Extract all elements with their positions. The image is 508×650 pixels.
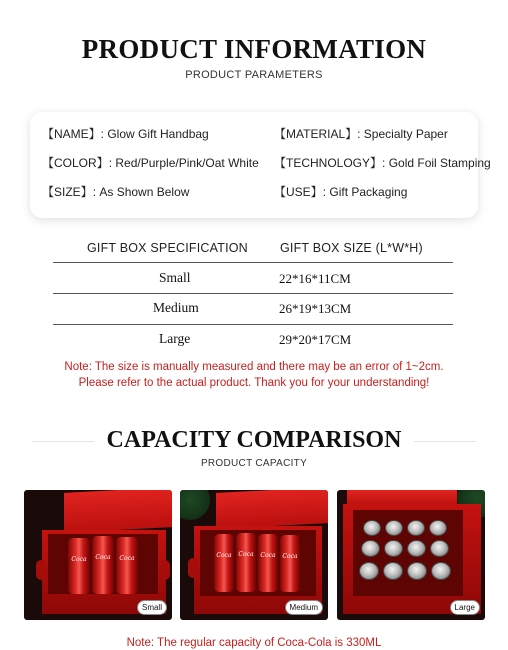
spec-row-small-size: 22*16*11CM	[279, 271, 351, 286]
can-top	[363, 520, 381, 536]
can-top	[383, 562, 403, 580]
box-lid	[64, 490, 172, 533]
box-handle	[36, 560, 46, 580]
soda-can: Coca	[92, 536, 114, 594]
capacity-photo-small	[24, 490, 172, 620]
can-top	[429, 520, 447, 536]
info-color-value: Red/Purple/Pink/Oat White	[115, 156, 259, 170]
table-divider	[53, 324, 453, 325]
can-top	[385, 520, 403, 536]
can-top	[431, 562, 451, 580]
table-divider	[53, 293, 453, 294]
can-top	[407, 540, 426, 557]
can-top	[430, 540, 449, 557]
info-use-label: 【USE】	[274, 185, 323, 199]
can-top	[407, 520, 425, 536]
product-info-card	[30, 112, 491, 218]
spec-row-large-size: 29*20*17CM	[279, 332, 352, 347]
capacity-photo-large	[337, 490, 485, 620]
box-handle	[160, 560, 170, 580]
soda-can: Coca	[280, 535, 300, 592]
info-color: 【COLOR】: Red/Purple/Pink/Oat White	[42, 156, 259, 170]
capacity-tag-medium: Medium	[285, 600, 323, 615]
size-note-line-2: Please refer to the actual product. Thank you for your understanding!	[78, 377, 430, 389]
capacity-note: Note: The regular capacity of Coca-Cola is 330ML	[126, 637, 382, 649]
info-size-label: 【SIZE】	[42, 185, 93, 199]
can-top	[361, 540, 380, 557]
can-top	[384, 540, 403, 557]
capacity-tag-small: Small	[137, 600, 167, 615]
soda-can: Coca	[258, 534, 278, 592]
box-handle	[188, 558, 198, 578]
decoration-foliage	[180, 490, 210, 520]
box-lid	[216, 490, 328, 529]
can-top	[359, 562, 379, 580]
capacity-photo-medium	[180, 490, 328, 620]
size-note-line-1: Note: The size is manually measured and there may be an error of 1~2cm.	[64, 361, 444, 373]
info-use-value: Gift Packaging	[329, 185, 408, 199]
spec-row-large-name: Large	[159, 331, 191, 346]
soda-can: Coca	[116, 537, 138, 594]
capacity-subtitle: PRODUCT CAPACITY	[200, 458, 308, 469]
soda-can: Coca	[68, 538, 90, 594]
table-divider	[53, 262, 453, 263]
info-material-label: 【MATERIAL】	[274, 127, 358, 141]
spec-row-small-name: Small	[159, 270, 191, 285]
product-info-title: PRODUCT INFORMATION	[81, 34, 427, 64]
spec-row-medium-size: 26*19*13CM	[279, 301, 352, 316]
info-technology-value: Gold Foil Stamping	[388, 156, 491, 170]
info-material-value: Specialty Paper	[363, 127, 448, 141]
info-name-label: 【NAME】	[42, 127, 101, 141]
product-info-subtitle: PRODUCT PARAMETERS	[185, 69, 323, 81]
info-technology: 【TECHNOLOGY】: Gold Foil Stamping	[274, 156, 491, 170]
spec-header-specification: GIFT BOX SPECIFICATION	[87, 241, 248, 255]
can-top	[407, 562, 427, 580]
info-size-value: As Shown Below	[99, 185, 190, 199]
spec-row-medium-name: Medium	[153, 300, 199, 315]
info-name: 【NAME】: Glow Gift Handbag	[42, 127, 209, 141]
info-material: 【MATERIAL】: Specialty Paper	[274, 127, 448, 141]
capacity-title: CAPACITY COMPARISON	[106, 427, 402, 453]
info-size: 【SIZE】: As Shown Below	[42, 185, 190, 199]
spec-header-size: GIFT BOX SIZE (L*W*H)	[280, 241, 423, 255]
capacity-tag-large: Large	[450, 600, 480, 615]
soda-can: Coca	[214, 534, 234, 592]
info-color-label: 【COLOR】	[42, 156, 109, 170]
info-use: 【USE】: Gift Packaging	[274, 185, 408, 199]
soda-can: Coca	[236, 533, 256, 592]
info-name-value: Glow Gift Handbag	[107, 127, 209, 141]
info-technology-label: 【TECHNOLOGY】	[274, 156, 383, 170]
